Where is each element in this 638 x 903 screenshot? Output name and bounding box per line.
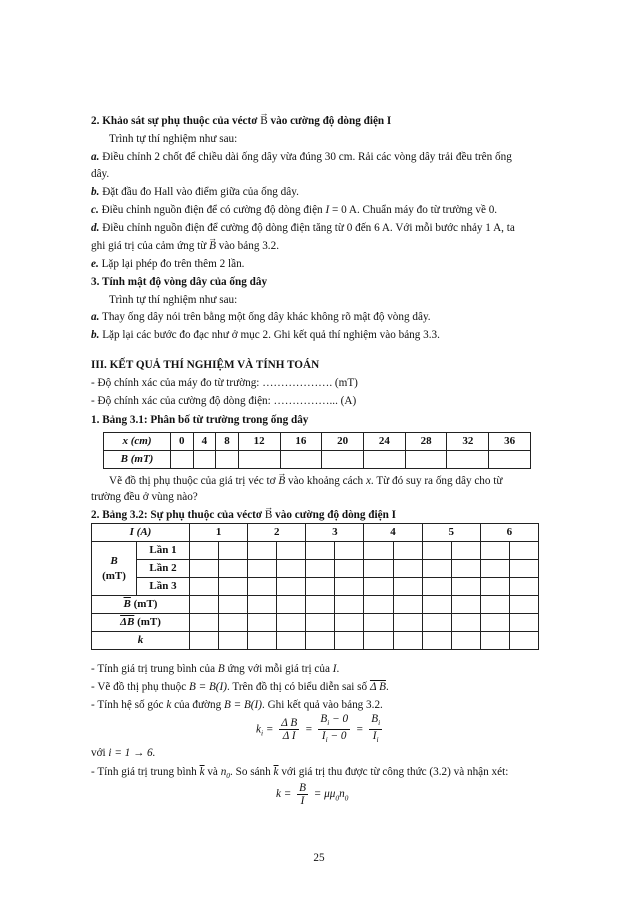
table-cell [393, 614, 422, 632]
table-cell [422, 632, 451, 650]
table-cell [248, 596, 277, 614]
table-cell: 0 [171, 433, 194, 451]
table-cell [248, 578, 277, 596]
table-cell [306, 560, 335, 578]
table-cell [219, 578, 248, 596]
table-cell: 24 [363, 433, 405, 451]
accuracy-current: - Độ chính xác của cường độ dòng điện: ……………... (A) [91, 395, 357, 407]
table-cell: 3 [306, 524, 364, 542]
section2-intro: Trình tự thí nghiệm như sau: [109, 133, 238, 145]
table-cell [335, 578, 364, 596]
table32-k-label: k [92, 632, 190, 650]
table-cell [480, 596, 509, 614]
table-row [92, 614, 539, 632]
table-cell [335, 596, 364, 614]
step-3b: b. Lặp lại các bước đo đạc như ở mục 2. Ghi kết quả thí nghiệm vào bảng 3.3. [91, 329, 440, 341]
section3-title: 3. Tính mật độ vòng dây của ống dây [91, 276, 268, 288]
table32-delta-label: $\overline{\Delta B}$ (mT) [92, 614, 190, 632]
table-cell [364, 596, 393, 614]
table-cell [335, 560, 364, 578]
calc-step-2: - Vẽ đồ thị phụ thuộc B = B(I). Trên đồ thị có biểu diễn sai số Δ B. [91, 681, 389, 693]
table-cell [451, 542, 480, 560]
table-cell [509, 578, 538, 596]
table32-mean-label: $\overline{B}$ (mT) [92, 596, 190, 614]
table-cell [480, 578, 509, 596]
step-2a-cont: dây. [91, 168, 110, 180]
step-2e: e. Lặp lại phép đo trên thêm 2 lần. [91, 258, 245, 270]
table-cell: 2 [248, 524, 306, 542]
table-cell [190, 632, 219, 650]
table-cell [306, 632, 335, 650]
table-3-2 [91, 523, 539, 650]
table-cell [422, 578, 451, 596]
calc-step-1: - Tính giá trị trung bình của B ứng với mỗi giá trị của I. [91, 663, 340, 675]
table31-note: Vẽ đồ thị phụ thuộc của giá trị véc tơ → B vào khoảng cách x. Từ đó suy ra ống dây cho từ [109, 474, 502, 488]
table-cell [248, 632, 277, 650]
table-cell [219, 542, 248, 560]
table-cell [335, 614, 364, 632]
table32-trial-3: Lần 3 [137, 578, 190, 596]
table-cell [451, 578, 480, 596]
table-cell [190, 614, 219, 632]
table-cell [280, 451, 322, 469]
table-row [104, 433, 531, 451]
table-row [92, 578, 539, 596]
page-number: 25 [313, 852, 325, 864]
table-cell [306, 542, 335, 560]
table-cell [364, 578, 393, 596]
table-cell [393, 560, 422, 578]
table-cell [422, 614, 451, 632]
table-cell [248, 542, 277, 560]
table-cell [248, 614, 277, 632]
step-2a: a. Điều chỉnh 2 chốt để chiều dài ống dây vừa đúng 30 cm. Rải các vòng dây trải đều trên ống [91, 151, 512, 163]
table-cell [322, 451, 364, 469]
table-cell: 16 [280, 433, 322, 451]
section3-intro: Trình tự thí nghiệm như sau: [109, 294, 238, 306]
table-cell [451, 632, 480, 650]
table-cell [509, 614, 538, 632]
step-2d-cont: ghi giá trị của cảm ứng từ → B vào bảng 3.2. [91, 239, 279, 253]
table-cell: 12 [238, 433, 280, 451]
table-cell [364, 560, 393, 578]
table-cell [306, 578, 335, 596]
table-cell [393, 578, 422, 596]
table-cell [190, 542, 219, 560]
calc-step-3: - Tính hệ số góc k của đường B = B(I). Ghi kết quả vào bảng 3.2. [91, 699, 383, 711]
accuracy-field: - Độ chính xác của máy đo từ trường: ………………. (mT) [91, 377, 358, 389]
step-2b: b. Đặt đầu đo Hall vào điểm giữa của ống dây. [91, 186, 299, 198]
table-cell: 28 [405, 433, 447, 451]
table-cell: 8 [216, 433, 239, 451]
table-cell [364, 542, 393, 560]
table32-title: 2. Bảng 3.2: Sự phụ thuộc của véctơ → B vào cường độ dòng điện I [91, 508, 396, 522]
table-cell [277, 614, 306, 632]
table-row [92, 560, 539, 578]
table-row [92, 632, 539, 650]
table-cell [509, 542, 538, 560]
table-row [92, 596, 539, 614]
step-3a: a. Thay ống dây nói trên bằng một ống dây khác không rõ mật độ vòng dây. [91, 311, 431, 323]
step-2c: c. Điều chỉnh nguồn điện để có cường độ dòng điện I = 0 A. Chuẩn máy đo từ trường về 0. [91, 204, 498, 216]
table-cell [480, 560, 509, 578]
table-cell [480, 542, 509, 560]
table-cell [509, 596, 538, 614]
table-cell [277, 542, 306, 560]
table32-trial-2: Lần 2 [137, 560, 190, 578]
table-cell [277, 560, 306, 578]
table-cell: 6 [480, 524, 538, 542]
table-cell [277, 578, 306, 596]
table-cell [190, 560, 219, 578]
table-cell [219, 560, 248, 578]
table-cell [451, 560, 480, 578]
table-cell [364, 632, 393, 650]
table-cell [509, 560, 538, 578]
section2-title: 2. Khảo sát sự phụ thuộc của véctơ → B vào cường độ dòng điện I [91, 114, 391, 128]
results-heading: III. KẾT QUẢ THÍ NGHIỆM VÀ TÍNH TOÁN [91, 359, 320, 371]
step-2d: d. Điều chỉnh nguồn điện để cường độ dòng điện tăng từ 0 đến 6 A. Với mỗi bước nhảy 1 A, ta [91, 222, 515, 234]
table-cell: 36 [489, 433, 531, 451]
table-cell [190, 596, 219, 614]
table-cell [422, 560, 451, 578]
table31-b-label: B (mT) [104, 451, 171, 469]
table32-i-label: I (A) [92, 524, 190, 542]
table31-title: 1. Bảng 3.1: Phân bố từ trường trong ống dây [91, 414, 309, 426]
formula-k-i: $k_i$ = $\frac{\text{Δ B}}{\text{Δ I}}$ = $\frac{B_i - 0}{I_i - 0}$ = $\frac{B_i}{I_i}$ [256, 713, 381, 745]
table31-note-cont: trường đều ở vùng nào? [91, 491, 198, 503]
table-cell: 32 [447, 433, 489, 451]
table-cell: 1 [190, 524, 248, 542]
table-cell [219, 632, 248, 650]
table-cell [248, 560, 277, 578]
table-cell [422, 542, 451, 560]
table31-x-label: x (cm) [104, 433, 171, 451]
table-cell [190, 578, 219, 596]
table-cell: 5 [422, 524, 480, 542]
table-cell [393, 596, 422, 614]
table-cell [451, 614, 480, 632]
table-cell [393, 632, 422, 650]
table-cell [335, 542, 364, 560]
index-range: với i = 1 → 6. [91, 747, 156, 759]
table-cell [306, 614, 335, 632]
table-cell [489, 451, 531, 469]
table32-b-label: B (mT) [92, 542, 137, 596]
table-3-1 [103, 432, 531, 469]
table-cell [277, 596, 306, 614]
table32-trial-1: Lần 1 [137, 542, 190, 560]
table-row [92, 524, 539, 542]
table-cell: 4 [364, 524, 422, 542]
table-cell: 4 [193, 433, 216, 451]
table-cell [335, 632, 364, 650]
table-cell [216, 451, 239, 469]
table-cell [364, 614, 393, 632]
table-cell [509, 632, 538, 650]
table-cell [451, 596, 480, 614]
table-cell [480, 632, 509, 650]
table-cell [193, 451, 216, 469]
table-cell [363, 451, 405, 469]
table-cell: 20 [322, 433, 364, 451]
table-row [92, 542, 539, 560]
table-cell [480, 614, 509, 632]
table-cell [219, 596, 248, 614]
table-row [104, 451, 531, 469]
table-cell [277, 632, 306, 650]
table-cell [447, 451, 489, 469]
table-cell [238, 451, 280, 469]
table-cell [393, 542, 422, 560]
formula-k: k = $\frac{B}{I}$ = $\mu\mu_0n_0$ [276, 782, 349, 807]
table-cell [405, 451, 447, 469]
table-cell [306, 596, 335, 614]
table-cell [422, 596, 451, 614]
table-cell [219, 614, 248, 632]
calc-step-4: - Tính giá trị trung bình $\overline{k}$ và $n_0$. So sánh $\overline{k}$ với giá trị thu được từ công thức (3.2) và nhận xét: [91, 766, 509, 781]
table-cell [171, 451, 194, 469]
